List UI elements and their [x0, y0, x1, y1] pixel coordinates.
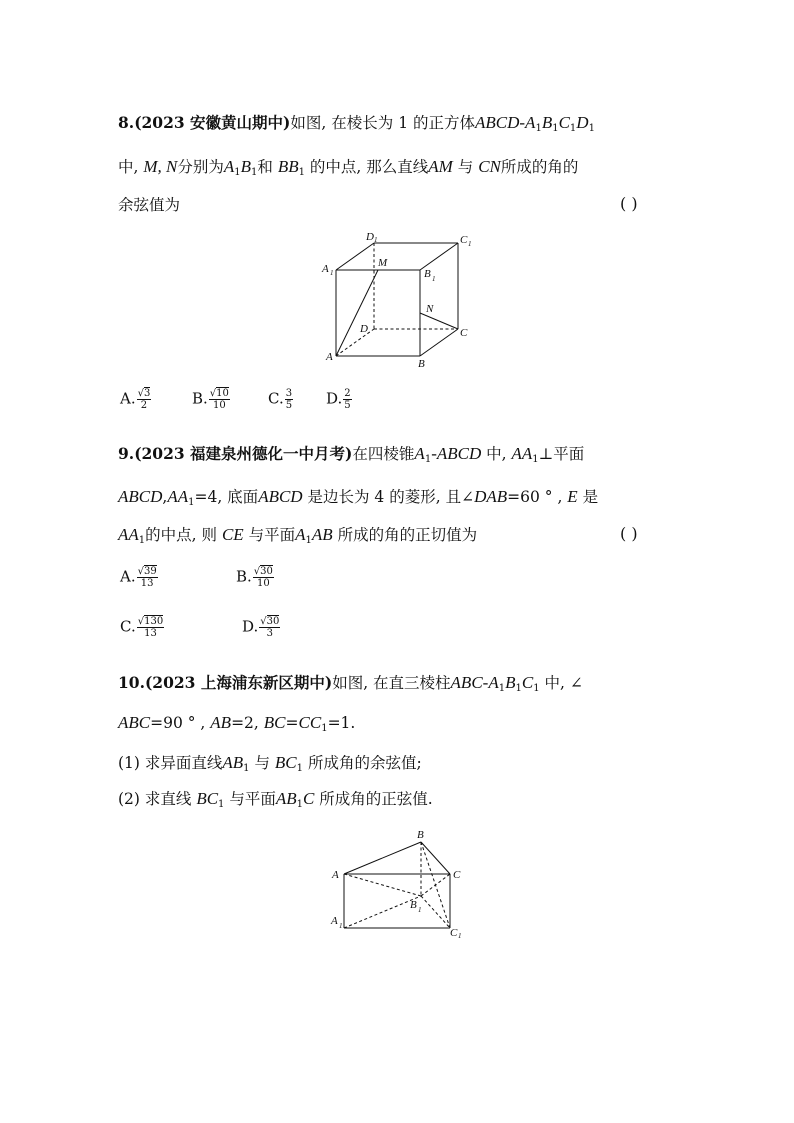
label-C1: C	[460, 234, 468, 246]
q10-source: (2023 上海浦东新区期中)	[144, 673, 333, 692]
q8-cube-figure	[320, 228, 480, 368]
svg-text:1: 1	[330, 269, 334, 277]
q9-answer-bracket: ( )	[620, 524, 638, 543]
label-A1: A	[331, 915, 338, 927]
svg-text:1: 1	[374, 236, 378, 244]
q10-part2: (2) 求直线 $BC_1$ 与平面$AB_1C$ 所成角的正弦值.	[118, 789, 433, 810]
q10-number: 10.	[118, 673, 145, 692]
label-D: D	[360, 323, 368, 335]
label-N: N	[426, 303, 434, 315]
q8-line1: 8.(2023 安徽黄山期中)如图, 在棱长为 1 的正方体ABCD-$A_1B_1C_1D_1$	[118, 113, 595, 134]
label-B1: B	[410, 899, 417, 911]
q9-option-c[interactable]: C. $\frac{√130}{13}$	[120, 616, 164, 639]
q8-option-c[interactable]: C. $\frac{3}{5}$	[268, 388, 293, 411]
q8-source: (2023 安徽黄山期中)	[134, 113, 291, 132]
q8-line3: 余弦值为	[118, 196, 181, 214]
svg-text:1: 1	[468, 240, 472, 248]
label-D1: D	[366, 231, 374, 243]
label-B1: B	[424, 268, 431, 280]
q8-answer-bracket: ( )	[620, 194, 638, 213]
q10-prism-figure	[328, 828, 478, 938]
q8-option-a[interactable]: A. $\frac{√3}{2}$	[120, 388, 151, 411]
label-C: C	[460, 327, 468, 339]
q10-line2: ABC=90 ° , AB=2, $BC=CC_1=1$.	[118, 713, 356, 734]
label-A: A	[326, 351, 333, 363]
svg-text:1: 1	[432, 275, 436, 283]
q10-part1: (1) 求异面直线$AB_1$ 与 $BC_1$ 所成角的余弦值;	[118, 753, 422, 774]
label-B: B	[417, 829, 424, 841]
label-M: M	[378, 257, 388, 269]
q9-option-b[interactable]: B. $\frac{√30}{10}$	[236, 566, 273, 589]
q9-source: (2023 福建泉州德化一中月考)	[134, 444, 353, 463]
q8-number: 8.	[118, 113, 135, 132]
q8-option-b[interactable]: B. $\frac{√10}{10}$	[192, 388, 229, 411]
q9-line1: 9.(2023 福建泉州德化一中月考)在四棱锥$A_1$-ABCD 中, $AA_1\perp$平面	[118, 444, 585, 465]
label-A: A	[332, 869, 339, 881]
q9-number: 9.	[118, 444, 135, 463]
q8-option-d[interactable]: D. $\frac{2}{5}$	[326, 388, 351, 411]
svg-text:1: 1	[458, 932, 462, 938]
q8-line2: 中, M, N分别为$A_1B_1$和 $BB_1$ 的中点, 那么直线AM 与 CN所成的角的	[118, 157, 579, 178]
label-A1: A	[322, 263, 329, 275]
label-C1: C	[450, 927, 458, 938]
q10-line1: 10.(2023 上海浦东新区期中)如图, 在直三棱柱ABC-$A_1B_1C_1$ 中, ∠	[118, 673, 583, 694]
q9-option-a[interactable]: A. $\frac{√39}{13}$	[120, 566, 157, 589]
q9-line2: $ABCD,AA_1=4$, 底面ABCD 是边长为 4 的菱形, 且∠DAB=60 ° , E 是	[118, 487, 599, 508]
svg-text:1: 1	[418, 906, 422, 914]
q9-option-d[interactable]: D. $\frac{√30}{3}$	[242, 616, 280, 639]
label-B: B	[418, 358, 425, 368]
label-C: C	[453, 869, 461, 881]
svg-text:1: 1	[339, 922, 343, 930]
q9-line3: $AA_1$的中点, 则 CE 与平面$A_1AB$ 所成的角的正切值为	[118, 525, 478, 546]
